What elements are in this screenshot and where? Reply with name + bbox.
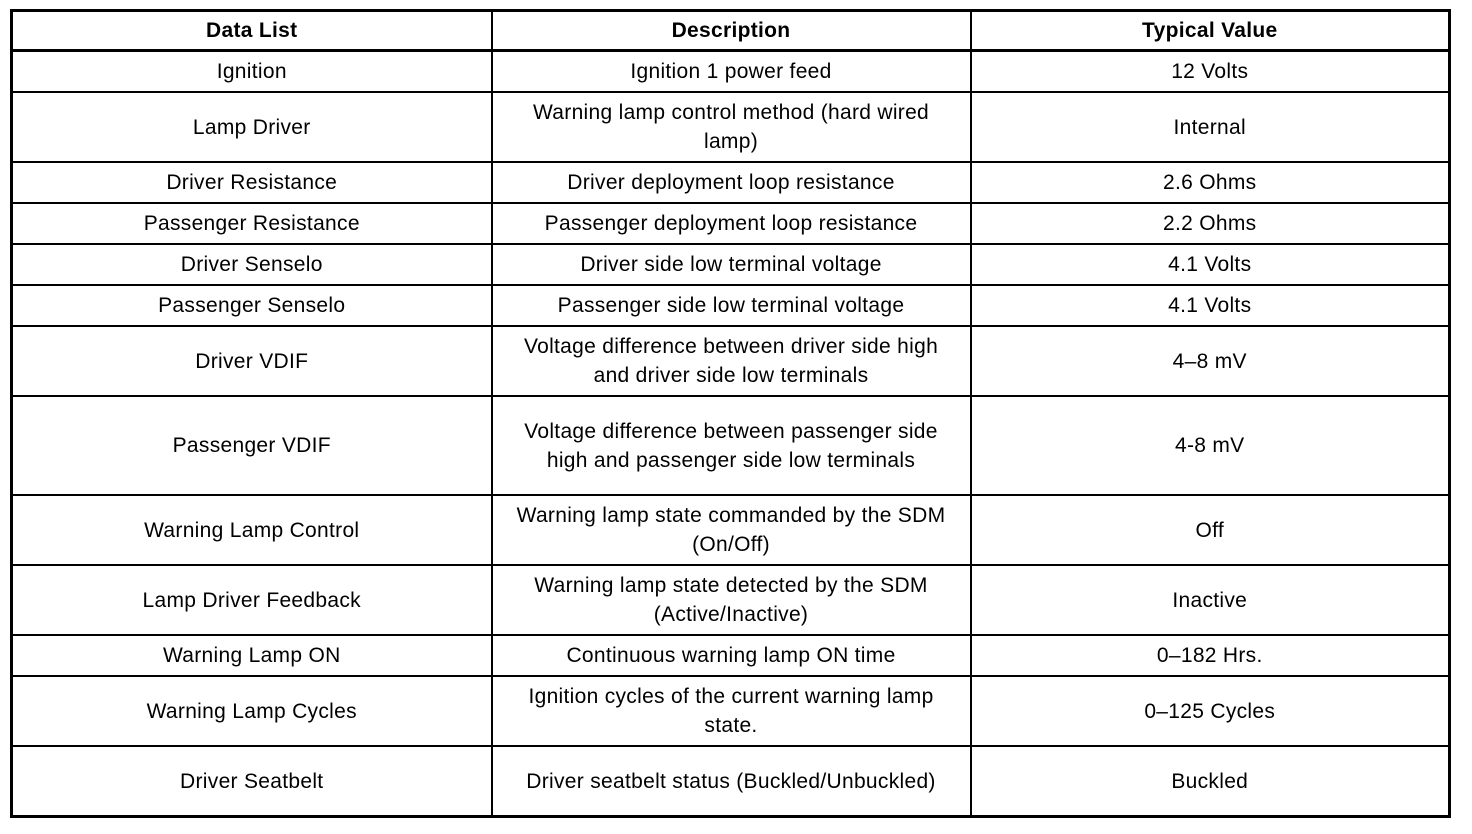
table-row bbox=[12, 326, 1450, 396]
cell-data-list: Ignition bbox=[12, 51, 492, 93]
table-row bbox=[12, 635, 1450, 676]
cell-description: Passenger deployment loop resistance bbox=[492, 203, 971, 244]
cell-typical-value: 2.2 Ohms bbox=[971, 203, 1450, 244]
cell-data-list: Warning Lamp Control bbox=[12, 495, 492, 565]
cell-typical-value: 4.1 Volts bbox=[971, 285, 1450, 326]
cell-data-list: Driver VDIF bbox=[12, 326, 492, 396]
table-row bbox=[12, 285, 1450, 326]
table-row bbox=[12, 51, 1450, 93]
cell-typical-value: 4-8 mV bbox=[971, 396, 1450, 495]
cell-data-list: Driver Resistance bbox=[12, 162, 492, 203]
cell-data-list: Passenger Resistance bbox=[12, 203, 492, 244]
cell-description: Continuous warning lamp ON time bbox=[492, 635, 971, 676]
cell-typical-value: 4.1 Volts bbox=[971, 244, 1450, 285]
table-row bbox=[12, 565, 1450, 635]
cell-typical-value: 12 Volts bbox=[971, 51, 1450, 93]
cell-data-list: Driver Senselo bbox=[12, 244, 492, 285]
cell-description: Voltage difference between driver side high and driver side low terminals bbox=[492, 326, 971, 396]
table-row bbox=[12, 676, 1450, 746]
cell-typical-value: Internal bbox=[971, 92, 1450, 162]
table-row bbox=[12, 746, 1450, 817]
cell-description: Driver seatbelt status (Buckled/Unbuckled) bbox=[492, 746, 971, 817]
cell-data-list: Passenger VDIF bbox=[12, 396, 492, 495]
cell-description: Ignition 1 power feed bbox=[492, 51, 971, 93]
table-row bbox=[12, 203, 1450, 244]
cell-description: Warning lamp state commanded by the SDM (On/Off) bbox=[492, 495, 971, 565]
cell-typical-value: 0–125 Cycles bbox=[971, 676, 1450, 746]
cell-description: Voltage difference between passenger side high and passenger side low terminals bbox=[492, 396, 971, 495]
cell-description: Driver deployment loop resistance bbox=[492, 162, 971, 203]
cell-description: Passenger side low terminal voltage bbox=[492, 285, 971, 326]
cell-description: Warning lamp state detected by the SDM (Active/Inactive) bbox=[492, 565, 971, 635]
header-data-list: Data List bbox=[12, 11, 492, 51]
cell-description: Ignition cycles of the current warning lamp state. bbox=[492, 676, 971, 746]
cell-data-list: Lamp Driver bbox=[12, 92, 492, 162]
table-row bbox=[12, 495, 1450, 565]
cell-data-list: Passenger Senselo bbox=[12, 285, 492, 326]
cell-typical-value: 2.6 Ohms bbox=[971, 162, 1450, 203]
table-row bbox=[12, 396, 1450, 495]
cell-typical-value: Inactive bbox=[971, 565, 1450, 635]
cell-data-list: Warning Lamp ON bbox=[12, 635, 492, 676]
cell-typical-value: Buckled bbox=[971, 746, 1450, 817]
table-row bbox=[12, 92, 1450, 162]
cell-description: Driver side low terminal voltage bbox=[492, 244, 971, 285]
data-list-table bbox=[10, 9, 1451, 818]
cell-typical-value: 0–182 Hrs. bbox=[971, 635, 1450, 676]
cell-typical-value: Off bbox=[971, 495, 1450, 565]
header-typical-value: Typical Value bbox=[971, 11, 1450, 51]
cell-data-list: Lamp Driver Feedback bbox=[12, 565, 492, 635]
header-description: Description bbox=[492, 11, 971, 51]
cell-data-list: Warning Lamp Cycles bbox=[12, 676, 492, 746]
table-row bbox=[12, 162, 1450, 203]
table-row bbox=[12, 244, 1450, 285]
table-header-row bbox=[12, 11, 1450, 51]
cell-description: Warning lamp control method (hard wired lamp) bbox=[492, 92, 971, 162]
cell-data-list: Driver Seatbelt bbox=[12, 746, 492, 817]
cell-typical-value: 4–8 mV bbox=[971, 326, 1450, 396]
